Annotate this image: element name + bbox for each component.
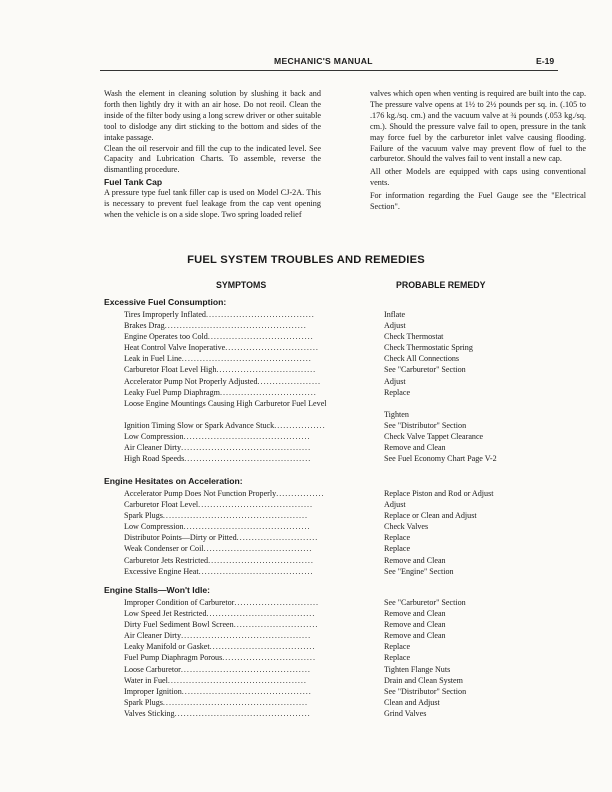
dot-leader: ...............................	[222, 653, 316, 663]
dot-leader: ...........................................	[181, 631, 312, 641]
dot-leader: ....................................	[203, 544, 313, 554]
remedy-text: See "Distributor" Section	[384, 420, 467, 430]
symptom-cell	[124, 342, 341, 353]
symptom-text: Improper Condition of Carburetor	[124, 598, 235, 607]
symptom-text: Loose Engine Mountings Causing High Carburetor Fuel Level	[124, 398, 327, 408]
remedy-text: Tighten Flange Nuts	[384, 664, 451, 674]
intro-right-column	[370, 89, 586, 213]
dot-leader: .............................................	[174, 708, 311, 718]
remedy-text: Replace	[384, 642, 411, 652]
remedy-text: Inflate	[384, 310, 406, 319]
symptom-cell	[124, 499, 341, 510]
symptom-cell	[124, 510, 341, 521]
dot-leader: ...............................................	[164, 321, 307, 331]
page-header-title: MECHANIC'S MANUAL	[274, 56, 373, 66]
trouble-row	[104, 532, 584, 543]
dot-leader: ................................................	[162, 511, 309, 521]
symptom-cell	[124, 521, 341, 532]
symptom-cell	[124, 630, 341, 641]
group-engine-hesitates	[104, 476, 584, 577]
dot-leader: ...................................	[207, 332, 314, 342]
trouble-row	[104, 453, 584, 464]
symptom-cell	[124, 608, 341, 619]
paragraph-filter-cleaning: Wash the element in cleaning solution by slushing it back and forth then lightly dry it with an air hose. Do not reoil. Clean the inside of the filter body using a long screw driver or other suitable tool to dislodge any dirt sticking to the bottom and sides of the intake passage.	[104, 89, 321, 142]
trouble-row	[104, 398, 584, 420]
dot-leader: ..............................................	[167, 675, 307, 685]
symptom-text: Water in Fuel	[124, 675, 168, 685]
remedy-text: Drain and Clean System	[384, 675, 463, 685]
dot-leader: ...........................................	[181, 354, 312, 364]
remedy-text: See Fuel Economy Chart Page V-2	[384, 454, 497, 464]
symptom-cell	[124, 532, 341, 543]
remedy-text: Remove and Clean	[384, 443, 446, 453]
dot-leader: .................	[274, 420, 326, 430]
symptom-cell	[124, 543, 341, 554]
remedy-text: Tighten	[384, 409, 409, 419]
symptom-text: Leaky Fuel Pump Diaphragm	[124, 387, 220, 397]
symptom-text: Spark Plugs	[124, 511, 163, 521]
trouble-row	[104, 499, 584, 510]
group-heading: Engine Hesitates on Acceleration:	[104, 476, 243, 486]
trouble-row	[104, 376, 584, 387]
trouble-row	[104, 331, 584, 342]
trouble-row	[104, 566, 584, 577]
dot-leader: ................................	[219, 387, 317, 397]
paragraph-other-models: All other Models are equipped with caps using conventional vents.	[370, 167, 586, 188]
remedy-text: Adjust	[384, 500, 406, 510]
trouble-row	[104, 608, 584, 619]
trouble-row	[104, 320, 584, 331]
paragraph-oil-reservoir: Clean the oil reservoir and fill the cup to the indicated level. See Capacity and Lubrication Charts. To assemble, reverse the dismantling procedure.	[104, 143, 321, 175]
symptom-cell	[124, 364, 341, 375]
symptom-cell	[124, 398, 341, 409]
trouble-row	[104, 521, 584, 532]
symptom-cell	[124, 488, 341, 499]
dot-leader: ............................	[233, 620, 319, 630]
dot-leader: .................................	[216, 365, 317, 375]
trouble-row	[104, 309, 584, 320]
symptom-cell	[124, 664, 341, 675]
trouble-row	[104, 652, 584, 663]
dot-leader: ...........................................	[180, 664, 311, 674]
remedy-text: See "Carburetor" Section	[384, 365, 466, 375]
paragraph-relief-valves: valves which open when venting is required are built into the cap. The pressure valve opens at 1½ to 2½ pounds per sq. in. (.105 to .176 kg./sq. cm.) and the vacuum valve at ¾ pounds (.053 kg./sq. cm.). Should the pressure valve fail to open, pressure in the tank may force fuel by the carburetor inlet valve causing flooding. Failure of the vacuum valve may prevent flow of fuel to the carburetor. Should the valves fail to vent install a new cap.	[370, 89, 586, 164]
trouble-row	[104, 342, 584, 353]
trouble-row	[104, 431, 584, 442]
remedy-text: Check Thermostatic Spring	[384, 343, 473, 353]
remedy-text: Check Valve Tappet Clearance	[384, 432, 484, 442]
remedy-text: See "Distributor" Section	[384, 686, 467, 696]
trouble-row	[104, 597, 584, 608]
dot-leader: ...................................	[208, 555, 314, 565]
trouble-row	[104, 555, 584, 566]
symptoms-column-heading: SYMPTOMS	[216, 280, 267, 290]
symptom-cell	[124, 566, 341, 577]
remedy-text: Replace	[384, 387, 411, 397]
group-engine-stalls	[104, 585, 584, 719]
paragraph-fuel-gauge-ref: For information regarding the Fuel Gauge see the "Electrical Section".	[370, 191, 586, 212]
symptom-cell	[124, 320, 341, 331]
remedy-text: Remove and Clean	[384, 631, 446, 641]
symptom-text: Accelerator Pump Not Properly Adjusted	[124, 376, 258, 386]
remedy-text: Clean and Adjust	[384, 697, 440, 707]
dot-leader: ..........................................	[184, 454, 312, 464]
trouble-row	[104, 442, 584, 453]
paragraph-fuel-tank-cap: A pressure type fuel tank filler cap is used on Model CJ-2A. This is necessary to prevent fuel leakage from the cap vent opening when the vehicle is on a side slope. Two spring loaded relief	[104, 188, 321, 220]
symptom-cell	[124, 442, 341, 453]
remedy-text: See "Engine" Section	[384, 566, 454, 576]
group-heading: Engine Stalls—Won't Idle:	[104, 585, 210, 595]
symptom-text: Weak Condenser or Coil	[124, 544, 204, 554]
symptom-text: Tires Improperly Inflated	[124, 310, 206, 319]
symptom-cell	[124, 597, 341, 608]
symptom-text: Dirty Fuel Sediment Bowl Screen	[124, 620, 234, 630]
intro-left-column	[104, 89, 321, 221]
symptom-cell	[124, 387, 341, 398]
symptom-text: Low Compression	[124, 522, 184, 532]
trouble-row	[104, 641, 584, 652]
remedy-text: Adjust	[384, 321, 406, 331]
remedy-text: Adjust	[384, 376, 406, 386]
symptom-cell	[124, 376, 341, 387]
remedy-text: Replace	[384, 533, 411, 543]
trouble-row	[104, 708, 584, 719]
symptom-text: Low Compression	[124, 432, 184, 442]
symptom-text: Spark Plugs	[124, 697, 163, 707]
symptom-text: Leaky Manifold or Gasket	[124, 642, 210, 652]
symptom-text: Ignition Timing Slow or Spark Advance Stuck	[124, 420, 275, 430]
header-rule	[100, 70, 558, 71]
page-number: E-19	[536, 56, 555, 66]
remedy-text: Remove and Clean	[384, 555, 446, 565]
trouble-row	[104, 353, 584, 364]
symptom-cell	[124, 619, 341, 630]
symptom-text: Carburetor Float Level	[124, 500, 199, 510]
dot-leader: ................................................	[162, 697, 309, 707]
dot-leader: ..........................................	[183, 522, 311, 532]
dot-leader: ...................................	[209, 642, 316, 652]
symptom-cell	[124, 453, 341, 464]
section-title: FUEL SYSTEM TROUBLES AND REMEDIES	[187, 254, 425, 266]
remedy-text: See "Carburetor" Section	[384, 598, 466, 607]
dot-leader: .....................	[257, 376, 322, 386]
remedy-text: Replace	[384, 653, 411, 663]
dot-leader: ..........................................	[183, 432, 311, 442]
remedy-text: Check Thermostat	[384, 332, 444, 342]
trouble-row	[104, 510, 584, 521]
group-heading: Excessive Fuel Consumption:	[104, 297, 227, 307]
symptom-text: Loose Carburetor	[124, 664, 181, 674]
trouble-row	[104, 488, 584, 499]
trouble-row	[104, 675, 584, 686]
symptom-text: Carburetor Jets Restricted	[124, 555, 209, 565]
symptom-cell	[124, 686, 341, 697]
symptom-cell	[124, 641, 341, 652]
trouble-row	[104, 686, 584, 697]
fuel-tank-cap-heading: Fuel Tank Cap	[104, 177, 163, 188]
remedy-text: Replace	[384, 544, 411, 554]
symptom-cell	[124, 708, 341, 719]
symptom-cell	[124, 431, 341, 442]
symptom-text: Engine Operates too Cold	[124, 332, 208, 342]
trouble-row	[104, 697, 584, 708]
symptom-cell	[124, 555, 341, 566]
symptom-cell	[124, 309, 341, 320]
trouble-row	[104, 630, 584, 641]
remedy-text: Replace or Clean and Adjust	[384, 511, 477, 521]
trouble-row	[104, 619, 584, 630]
symptom-text: Improper Ignition	[124, 686, 182, 696]
dot-leader: ......................................	[198, 566, 314, 576]
symptom-text: Distributor Points—Dirty or Pitted	[124, 533, 237, 543]
remedy-text: Remove and Clean	[384, 609, 446, 619]
symptom-text: Excessive Engine Heat	[124, 566, 199, 576]
dot-leader: ...............................	[225, 343, 319, 353]
dot-leader: ................	[276, 489, 325, 498]
trouble-row	[104, 543, 584, 554]
remedy-text: Remove and Clean	[384, 620, 446, 630]
trouble-row	[104, 420, 584, 431]
remedy-text: Grind Valves	[384, 708, 427, 718]
trouble-row	[104, 664, 584, 675]
symptom-cell	[124, 353, 341, 364]
dot-leader: ......................................	[198, 500, 314, 510]
symptom-text: Leak in Fuel Line	[124, 354, 182, 364]
symptom-text: Air Cleaner Dirty	[124, 631, 182, 641]
symptom-text: Valves Sticking	[124, 708, 175, 718]
symptom-cell	[124, 675, 341, 686]
dot-leader: ....................................	[205, 310, 315, 319]
remedy-column-heading: PROBABLE REMEDY	[396, 280, 486, 290]
symptom-cell	[124, 652, 341, 663]
trouble-row	[104, 364, 584, 375]
remedy-text: Check All Connections	[384, 354, 460, 364]
symptom-text: Fuel Pump Diaphragm Porous	[124, 653, 223, 663]
dot-leader: ...........................................	[181, 686, 312, 696]
symptom-cell	[124, 420, 341, 431]
symptom-text: Accelerator Pump Does Not Function Properly	[124, 489, 277, 498]
remedy-text: Replace Piston and Rod or Adjust	[384, 489, 494, 498]
trouble-row	[104, 387, 584, 398]
dot-leader: ...........................	[236, 533, 319, 543]
dot-leader: ............................	[234, 598, 320, 607]
symptom-text: Heat Control Valve Inoperative	[124, 343, 226, 353]
dot-leader: ...........................................	[181, 443, 312, 453]
symptom-cell	[124, 697, 341, 708]
dot-leader: ....................................	[206, 609, 316, 619]
symptom-text: Brakes Drag	[124, 321, 165, 331]
symptom-cell	[124, 331, 341, 342]
remedy-text: Check Valves	[384, 522, 429, 532]
symptom-text: Air Cleaner Dirty	[124, 443, 182, 453]
group-excessive-fuel-consumption	[104, 297, 584, 464]
symptom-text: Carburetor Float Level High	[124, 365, 217, 375]
symptom-text: High Road Speeds	[124, 454, 185, 464]
symptom-text: Low Speed Jet Restricted	[124, 609, 207, 619]
